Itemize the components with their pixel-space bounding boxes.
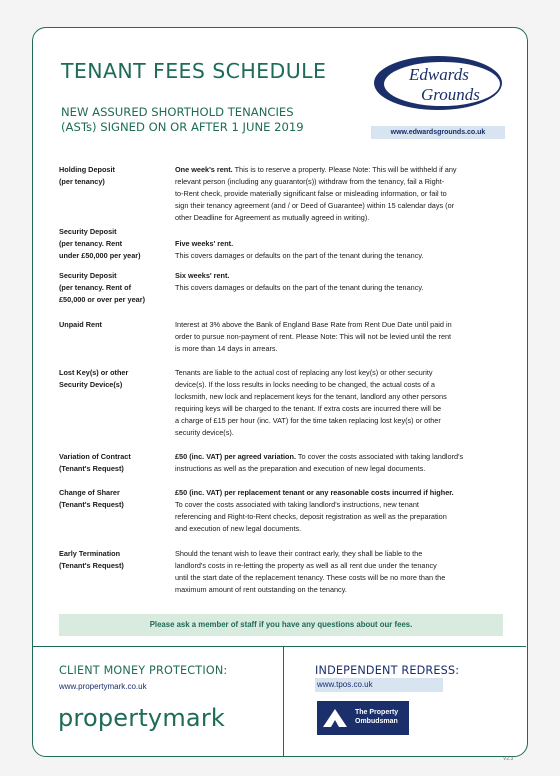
fee-description-line: Five weeks' rent. bbox=[175, 238, 234, 248]
independent-redress-title: INDEPENDENT REDRESS: bbox=[315, 664, 460, 677]
fee-description-line: referencing and Right-to-Rent checks, deposit registration as well as the preparation bbox=[175, 511, 447, 521]
fee-description-line: to-Rent check, provide materially significant false or misleading information, or fail to bbox=[175, 188, 447, 198]
logo-word-grounds: Grounds bbox=[421, 85, 480, 104]
fee-description-line bbox=[175, 226, 507, 238]
edwards-grounds-logo bbox=[371, 53, 505, 113]
fee-label bbox=[59, 164, 167, 188]
fee-label-line: Security Deposit bbox=[59, 227, 117, 236]
fee-description-line: Tenants are liable to the actual cost of replacing any lost key(s) or other security bbox=[175, 368, 433, 377]
ombudsman-house-icon bbox=[317, 701, 353, 735]
fee-description-line: landlord's costs in re-letting the property as well as all rent due under the tenancy bbox=[175, 560, 437, 570]
fee-description-line: maximum amount of rent outstanding on the tenancy. bbox=[175, 584, 347, 594]
fee-description-line: locksmith, new lock and replacement keys for the tenant, landlord any other persons bbox=[175, 391, 447, 401]
fee-description-line: instructions as well as the preparation and execution of new legal documents. bbox=[175, 463, 426, 473]
fee-label-line: Lost Key(s) or other bbox=[59, 368, 129, 377]
fee-description bbox=[175, 548, 507, 596]
tpos-link[interactable]: www.tpos.co.uk bbox=[315, 678, 443, 692]
fee-description-line: is more than 14 days in arrears. bbox=[175, 343, 278, 353]
fee-description-line: This covers damages or defaults on the part of the tenant during the tenancy. bbox=[175, 250, 424, 260]
fee-description-line: £50 (inc. VAT) per agreed variation. To cover the costs associated with taking landlord's bbox=[175, 452, 464, 461]
fee-label-line: Holding Deposit bbox=[59, 165, 115, 174]
fee-label bbox=[59, 226, 167, 262]
fee-description-line: sign their tenancy agreement (and / or Deed of Guarantee) within 15 calendar days (or bbox=[175, 200, 455, 210]
fee-label bbox=[59, 451, 167, 475]
fee-label bbox=[59, 270, 167, 306]
fee-description-line: Six weeks' rent. bbox=[175, 271, 230, 280]
fee-description-line: other Deadline for Agreement as mutually agreed in writing). bbox=[175, 212, 370, 222]
fee-label-line: (per tenancy. Rent bbox=[59, 238, 123, 248]
fee-description bbox=[175, 226, 507, 262]
fee-description bbox=[175, 270, 507, 294]
fee-label-line: (Tenant's Request) bbox=[59, 499, 124, 509]
fee-description-line: Should the tenant wish to leave their contract early, they shall be liable to the bbox=[175, 549, 423, 558]
footer-divider bbox=[33, 646, 526, 647]
logo-word-edwards: Edwards bbox=[409, 65, 469, 84]
fee-label-line: Security Device(s) bbox=[59, 379, 123, 389]
fee-description bbox=[175, 319, 507, 355]
fee-label-line: Unpaid Rent bbox=[59, 320, 102, 329]
fee-label-line: (per tenancy) bbox=[59, 176, 105, 186]
fee-description-line: To cover the costs associated with taking landlord's instructions, new tenant bbox=[175, 499, 419, 509]
fees-schedule-page bbox=[32, 27, 528, 762]
fee-description bbox=[175, 367, 507, 438]
fee-label bbox=[59, 487, 167, 511]
fee-description-line: relevant person (including any guarantor(s)) withdraw from the tenancy, fail a Right- bbox=[175, 176, 445, 186]
fee-description-line: This covers damages or defaults on the part of the tenant during the tenancy. bbox=[175, 282, 424, 292]
fee-description-line: until the start date of the replacement tenancy. These costs will be no more than the bbox=[175, 572, 446, 582]
propertymark-logo: propertymark bbox=[58, 704, 225, 732]
fee-description-line: order to pursue non-payment of rent. Please Note: This will not be levied until the rent bbox=[175, 331, 452, 341]
client-money-protection-title: CLIENT MONEY PROTECTION: bbox=[59, 664, 228, 677]
fee-label-line: (Tenant's Request) bbox=[59, 560, 124, 570]
fee-description bbox=[175, 451, 507, 475]
fee-description-line: a charge of £15 per hour (inc. VAT) for the time taken replacing lost key(s) or other bbox=[175, 415, 441, 425]
subtitle-line-2: (ASTs) SIGNED ON OR AFTER 1 JUNE 2019 bbox=[61, 120, 304, 134]
company-website[interactable]: www.edwardsgrounds.co.uk bbox=[371, 126, 505, 139]
fee-label-line: Variation of Contract bbox=[59, 452, 131, 461]
fee-label bbox=[59, 367, 167, 391]
tpo-line-2: Ombudsman bbox=[355, 718, 398, 725]
fee-description-line: Interest at 3% above the Bank of England Base Rate from Rent Due Date until paid in bbox=[175, 320, 452, 329]
footer-column-divider bbox=[283, 647, 284, 757]
fee-label bbox=[59, 319, 167, 331]
property-ombudsman-logo bbox=[317, 701, 409, 735]
tpo-line-1: The Property bbox=[355, 709, 399, 716]
fee-label-line: £50,000 or over per year) bbox=[59, 294, 145, 304]
fee-description-line: and execution of new legal documents. bbox=[175, 523, 302, 533]
fee-description-line: One week's rent. This is to reserve a property. Please Note: This will be withheld if any bbox=[175, 165, 457, 174]
page-title: TENANT FEES SCHEDULE bbox=[61, 59, 327, 83]
questions-banner: Please ask a member of staff if you have any questions about our fees. bbox=[59, 614, 503, 636]
page-subtitle bbox=[61, 105, 361, 135]
fee-description-line: device(s). If the loss results in locks needing to be changed, the actual costs of a bbox=[175, 379, 435, 389]
fee-description bbox=[175, 487, 507, 535]
propertymark-link[interactable]: www.propertymark.co.uk bbox=[59, 682, 147, 691]
fee-description bbox=[175, 164, 507, 224]
subtitle-line-1: NEW ASSURED SHORTHOLD TENANCIES bbox=[61, 105, 294, 119]
fee-label bbox=[59, 548, 167, 572]
fee-label-line: under £50,000 per year) bbox=[59, 250, 141, 260]
fee-label-line: Change of Sharer bbox=[59, 488, 120, 497]
fee-label-line: (Tenant's Request) bbox=[59, 463, 124, 473]
fee-description-line: requiring keys will be charged to the tenant. If extra costs are incurred there will be bbox=[175, 403, 442, 413]
fee-description-line: security device(s). bbox=[175, 427, 234, 437]
fee-label-line: Security Deposit bbox=[59, 271, 117, 280]
fee-description-line: £50 (inc. VAT) per replacement tenant or any reasonable costs incurred if higher. bbox=[175, 488, 454, 497]
fee-label-line: (per tenancy. Rent of bbox=[59, 282, 132, 292]
fee-label-line: Early Termination bbox=[59, 549, 121, 558]
version-label: V2.3 bbox=[503, 756, 514, 762]
